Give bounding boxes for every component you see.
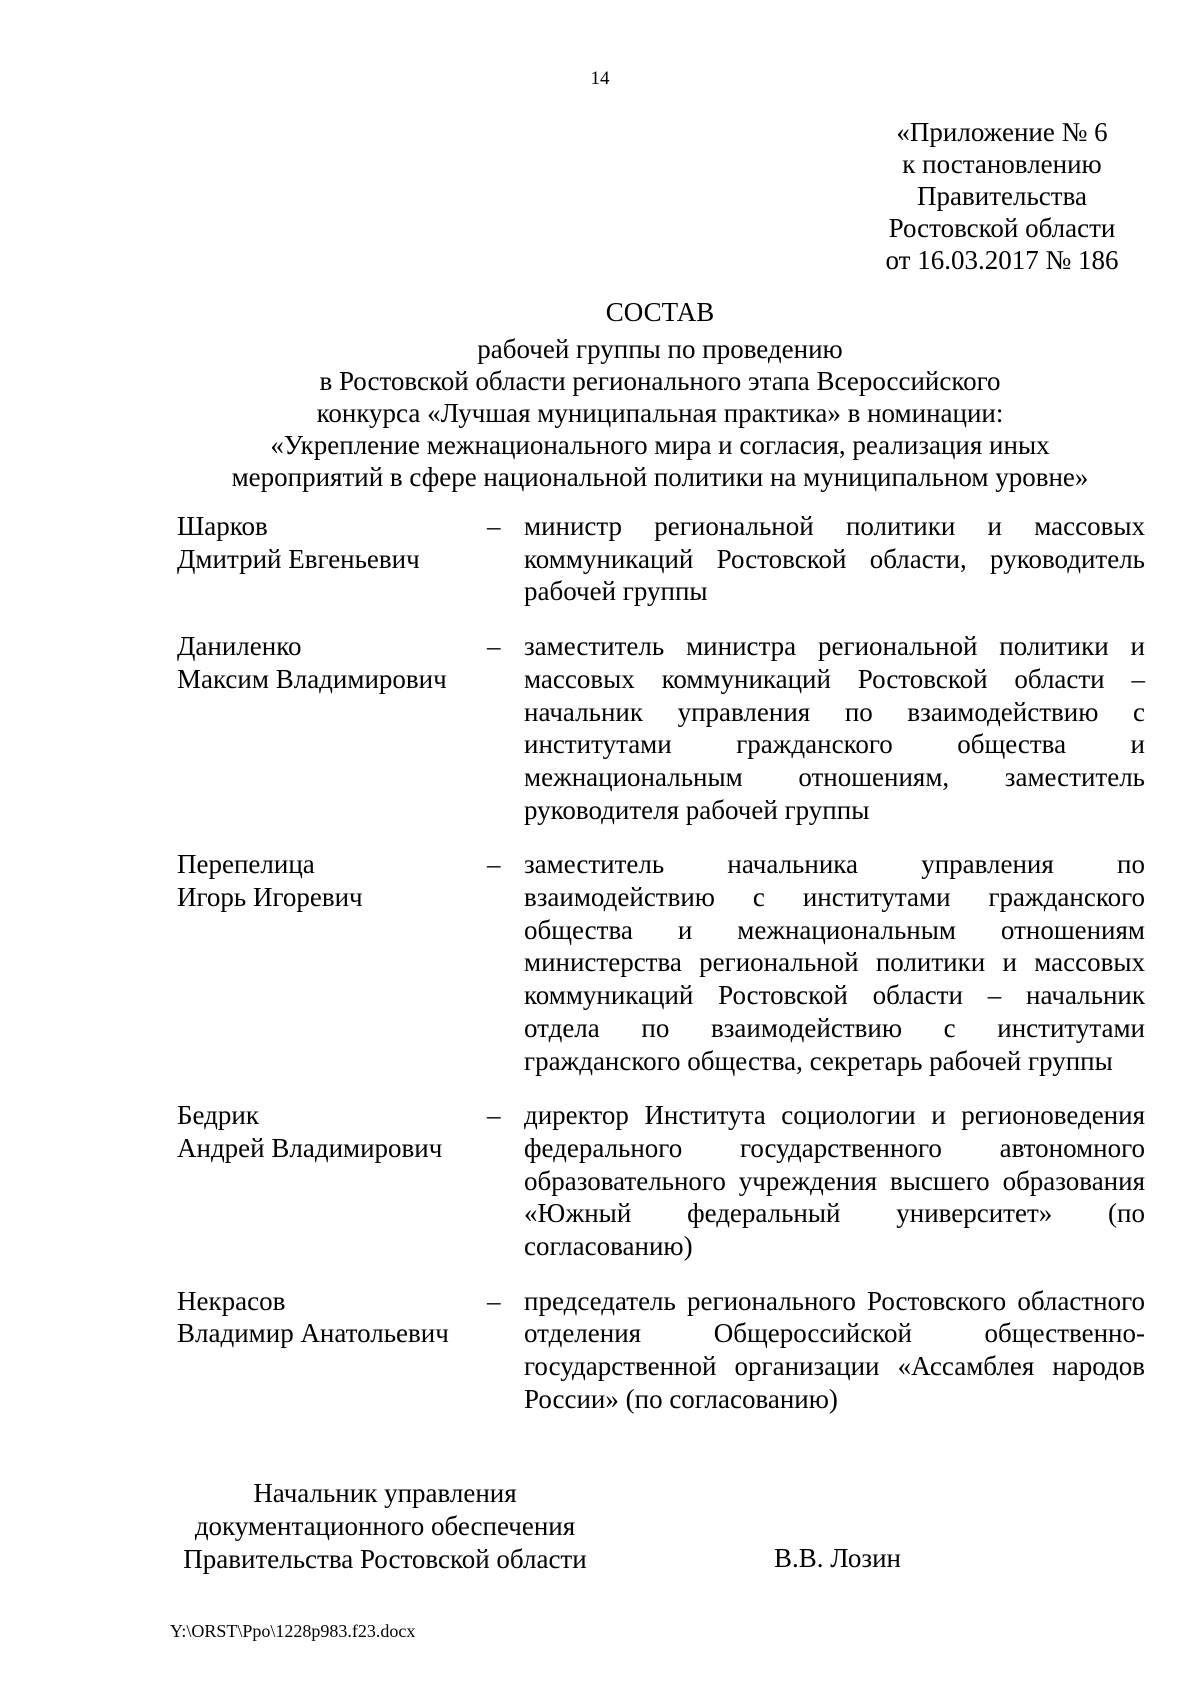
member-given-names: Андрей Владимирович [177,1132,443,1163]
appendix-line: «Приложение № 6 [896,117,1108,147]
member-entry [177,1285,1145,1416]
member-entry [177,510,1145,608]
member-name [177,848,487,1077]
signatory-position-line: документационного обеспечения [194,1511,576,1541]
member-given-names: Владимир Анатольевич [177,1318,449,1349]
page-number: 14 [590,68,610,89]
document-title: СОСТАВ [605,297,715,327]
member-dash: – [487,1285,501,1316]
member-dash: – [487,511,501,541]
file-path-footer: Y:\ORST\Ppo\1228p983.f23.docx [170,1621,416,1641]
member-name [177,1099,487,1263]
subtitle-line: рабочей группы по проведению [477,334,843,364]
member-name [177,1285,487,1416]
member-dash: – [487,849,501,880]
member-surname: Бедрик [177,1100,259,1131]
member-given-names: Максим Владимирович [177,663,447,694]
document-subtitle [0,333,1200,493]
member-given-names: Игорь Игоревич [177,882,363,913]
subtitle-line: мероприятий в сфере национальной политики на муниципальном уровне» [231,462,1089,492]
member-surname: Даниленко [177,631,302,662]
member-description: министр региональной политики и массовых коммуникаций Ростовской области, руководитель рабочей группы [524,511,1145,607]
member-surname: Некрасов [177,1285,286,1316]
signatory-name: В.В. Лозин [774,1543,901,1573]
subtitle-line: конкурса «Лучшая муниципальная практика» в номинации: [316,398,1004,428]
members-list [177,510,1145,1438]
member-entry [177,630,1145,826]
member-description: заместитель начальника управления по взаимодействию с институтами гражданского общества и межнациональным отношениям министерства региональной политики и массовых коммуникаций Ростовской области – начальник отдела по взаимодействию с институтами гражданского общества, секретарь рабочей группы [524,849,1145,1076]
member-dash: – [487,1100,501,1131]
appendix-line: от 16.03.2017 № 186 [885,245,1119,275]
subtitle-line: «Укрепление межнационального мира и согласия, реализация иных [270,430,1050,460]
member-surname: Шарков [177,511,268,541]
signatory-position-line: Правительства Ростовской области [183,1544,587,1574]
member-description: председатель регионального Ростовского областного отделения Общероссийской общественно-государственной организации «Ассамблея народов России» (по согласованию) [524,1285,1145,1414]
member-given-names: Дмитрий Евгеньевич [177,543,420,574]
member-entry [177,848,1145,1077]
signature-block [170,1477,600,1576]
appendix-reference [862,116,1142,276]
subtitle-line: в Ростовской области регионального этапа Всероссийского [319,366,1001,396]
member-dash: – [487,631,501,662]
appendix-line: к постановлению [902,149,1102,179]
signatory-position [170,1477,600,1576]
signatory-position-line: Начальник управления [253,1478,517,1508]
member-surname: Перепелица [177,849,315,880]
appendix-line: Правительства [917,181,1087,211]
member-name [177,510,487,608]
member-name [177,630,487,826]
member-entry [177,1099,1145,1263]
member-description: директор Института социологии и регионоведения федерального государственного автономного образовательного учреждения высшего образования «Южный федеральный университет» (по согласованию) [524,1100,1145,1262]
member-description: заместитель министра региональной политики и массовых коммуникаций Ростовской области – начальник управления по взаимодействию с институтами гражданского общества и межнациональным отношениям, заместитель руководителя рабочей группы [524,631,1145,825]
appendix-line: Ростовской области [888,213,1116,243]
